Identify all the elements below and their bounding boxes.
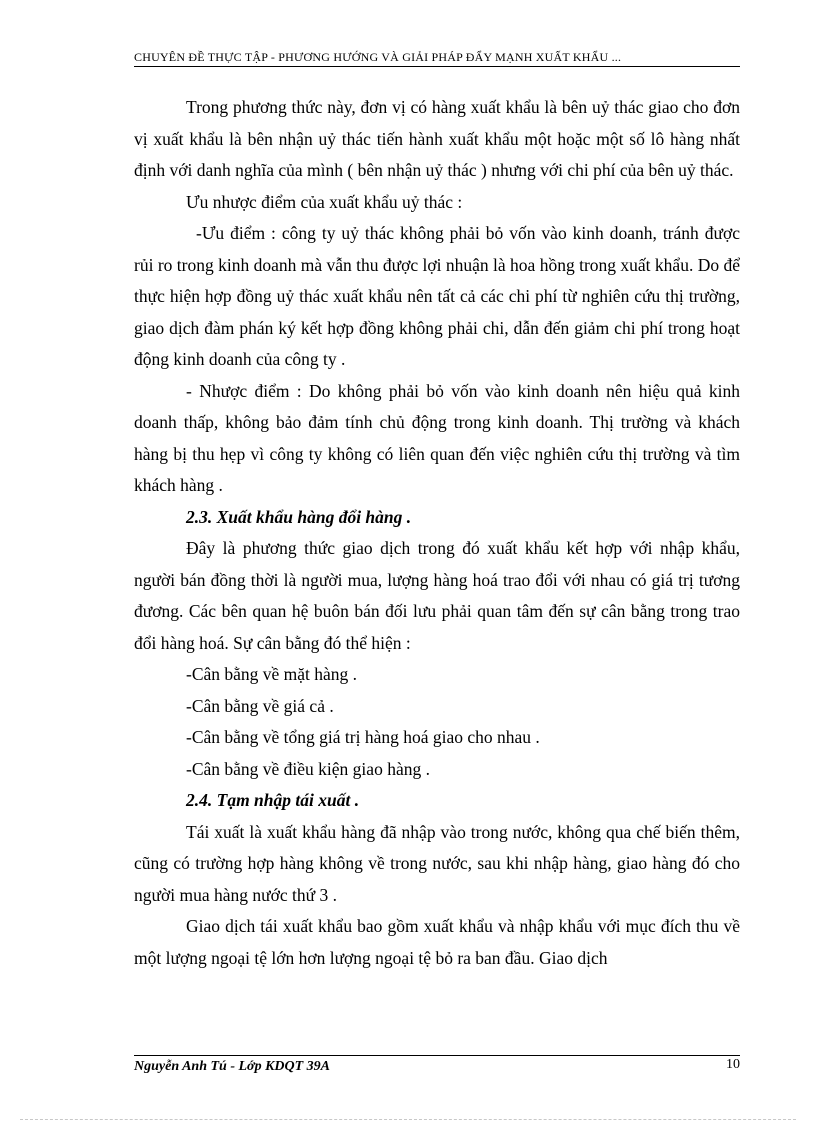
page-number: 10 [726, 1057, 740, 1072]
paragraph: - Nhược điểm : Do không phải bỏ vốn vào kinh doanh nên hiệu quả kinh doanh thấp, không bảo đảm tính chủ động trong kinh doanh. Thị trường và khách hàng bị thu hẹp vì công ty không có liên quan đến việc nghiên cứu thị trường và tìm khách hàng . [134, 380, 740, 495]
paragraph: Giao dịch tái xuất khẩu bao gồm xuất khẩu và nhập khẩu với mục đích thu về một lượng ngoại tệ lớn hơn lượng ngoại tệ bỏ ra ban đầu. Giao dịch [134, 916, 740, 968]
header-divider [134, 66, 740, 67]
list-item: -Cân bằng về điều kiện giao hàng . [186, 758, 430, 779]
running-header: CHUYÊN ĐỀ THỰC TẬP - PHƯƠNG HƯỚNG VÀ GIẢI PHÁP ĐẨY MẠNH XUẤT KHẨU ... [134, 50, 622, 64]
list-item: -Cân bằng về tổng giá trị hàng hoá giao cho nhau . [186, 727, 540, 747]
page-body [134, 92, 740, 974]
paragraph: Trong phương thức này, đơn vị có hàng xuất khẩu là bên uỷ thác giao cho đơn vị xuất khẩu là bên nhận uỷ thác tiến hành xuất khẩu một hoặc một số lô hàng nhất định với danh nghĩa của mình ( bên nhận uỷ thác ) nhưng với chi phí của bên uỷ thác. [134, 97, 740, 180]
paragraph: Tái xuất là xuất khẩu hàng đã nhập vào trong nước, không qua chế biến thêm, cũng có trường hợp hàng không về trong nước, sau khi nhập hàng, giao hàng đó cho người mua hàng nước thứ 3 . [134, 821, 740, 905]
paragraph: Đây là phương thức giao dịch trong đó xuất khẩu kết hợp với nhập khẩu, người bán đồng thời là người mua, lượng hàng hoá trao đổi với nhau có giá trị tương đương. Các bên quan hệ buôn bán đối lưu phải quan tâm đến sự cân bằng trong trao đổi hàng hoá. Sự cân bằng đó thể hiện : [134, 538, 740, 653]
page-edge [20, 1119, 796, 1120]
footer-divider [134, 1055, 740, 1056]
list-item: -Cân bằng về mặt hàng . [186, 664, 358, 684]
list-item: -Cân bằng về giá cả . [186, 695, 334, 716]
section-heading: 2.4. Tạm nhập tái xuất . [186, 790, 360, 810]
footer-author: Nguyễn Anh Tú - Lớp KDQT 39A [134, 1059, 331, 1074]
paragraph: Ưu nhược điểm của xuất khẩu uỷ thác : [186, 191, 463, 212]
section-heading: 2.3. Xuất khẩu hàng đổi hàng . [186, 506, 412, 527]
paragraph: -Ưu điểm : công ty uỷ thác không phải bỏ vốn vào kinh doanh, tránh được rủi ro trong kinh doanh mà vẫn thu được lợi nhuận là hoa hồng trong xuất khẩu. Do để thực hiện hợp đồng uỷ thác xuất khẩu nên tất cả các chi phí từ nghiên cứu thị trường, giao dịch đàm phán ký kết hợp đồng không phải chi, dẫn đến giảm chi phí trong hoạt động kinh doanh của công ty . [134, 223, 740, 369]
